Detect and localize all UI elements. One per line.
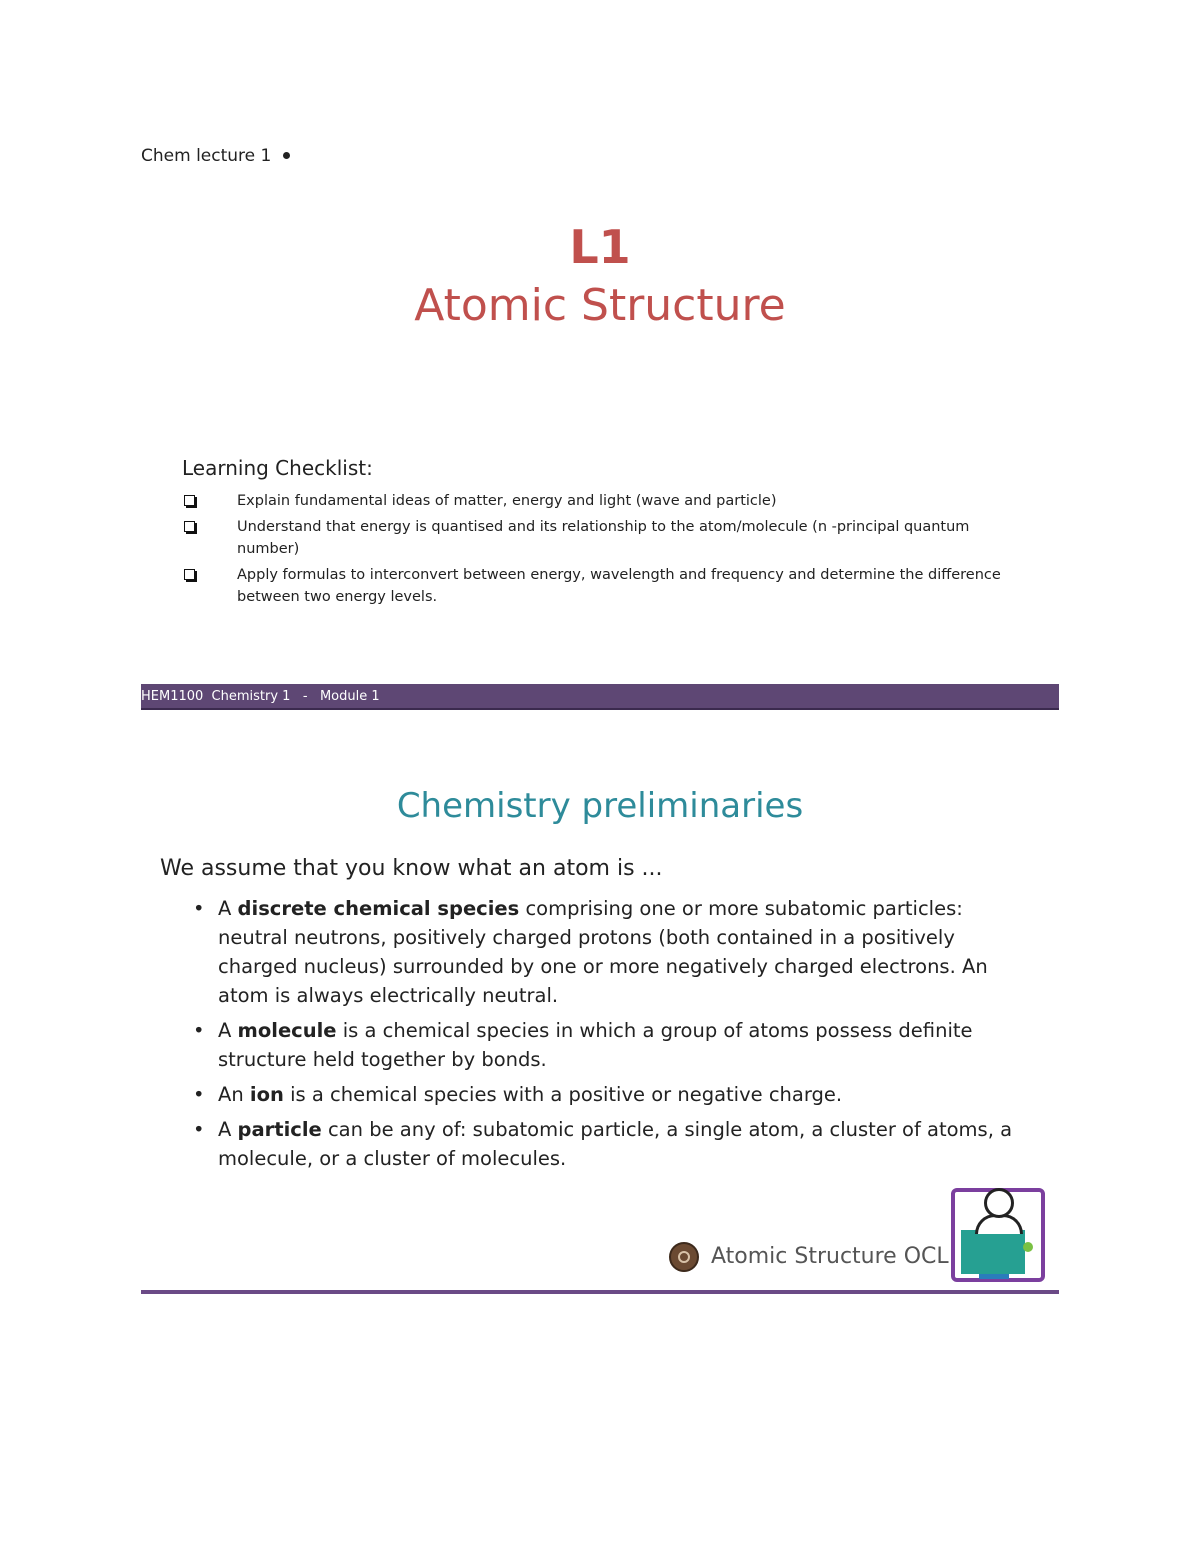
- slide-2-bottom-rule: [141, 1290, 1059, 1294]
- checklist-item: [182, 516, 1002, 560]
- definition-term: particle: [237, 1118, 322, 1141]
- definition-lead: A: [218, 1118, 238, 1141]
- checklist-item: [182, 490, 1002, 512]
- definition-lead: A: [218, 1019, 238, 1042]
- definition-text: can be any of: subatomic particle, a single atom, a cluster of atoms, a molecule, or a cluster of molecules.: [218, 1118, 1013, 1170]
- definition-term: discrete chemical species: [237, 897, 520, 920]
- definition-item: [193, 1115, 1013, 1173]
- brand-text: Atomic Structure OCL: [711, 1244, 949, 1269]
- slide-2: [141, 760, 1059, 1295]
- definition-item: [193, 1016, 1013, 1074]
- definition-item: [193, 894, 1013, 1010]
- checklist-item-text: Apply formulas to interconvert between energy, wavelength and frequency and determine the difference between two energy levels.: [237, 567, 1001, 605]
- presenter-head-shape: [984, 1188, 1014, 1218]
- checkbox-icon: [184, 569, 195, 580]
- plug-shape: [1023, 1242, 1033, 1252]
- document-header: [141, 146, 290, 166]
- slide-1-footer-text: HEM1100 Chemistry 1 - Module 1: [141, 689, 380, 704]
- checkbox-icon: [184, 521, 195, 532]
- definition-text: is a chemical species in which a group of atoms possess definite structure held together by bonds.: [218, 1019, 973, 1071]
- slide-2-title: Chemistry preliminaries: [396, 786, 804, 826]
- screen-shape: [961, 1230, 1025, 1274]
- slide-1: [141, 210, 1059, 710]
- ocl-logo-icon: [669, 1242, 699, 1272]
- definition-item: [193, 1080, 1013, 1109]
- checklist-title: Learning Checklist:: [182, 456, 373, 480]
- checklist-item-text: Understand that energy is quantised and its relationship to the atom/molecule (n -principal quantum number): [237, 519, 970, 557]
- checkbox-icon: [184, 495, 195, 506]
- screen-stand-shape: [979, 1274, 1009, 1279]
- definition-lead: An: [218, 1083, 250, 1106]
- checklist-item: [182, 564, 1002, 608]
- document-header-text: Chem lecture 1: [141, 146, 272, 166]
- definition-term: molecule: [237, 1019, 337, 1042]
- slide-1-footer-bar: [141, 684, 1059, 710]
- definition-list: [193, 894, 1013, 1179]
- presenter-icon: [951, 1188, 1045, 1282]
- lecture-code: L1: [569, 220, 631, 274]
- definition-term: ion: [249, 1083, 284, 1106]
- learning-checklist: [182, 490, 1002, 612]
- slide-1-title: Atomic Structure: [414, 280, 786, 331]
- definition-text: is a chemical species with a positive or negative charge.: [283, 1083, 843, 1106]
- definition-lead: A: [218, 897, 238, 920]
- slide-2-intro: We assume that you know what an atom is ...: [160, 856, 663, 881]
- checklist-item-text: Explain fundamental ideas of matter, energy and light (wave and particle): [237, 493, 777, 509]
- bullet-dot-icon: [283, 152, 290, 159]
- definition-text: comprising one or more subatomic particles: neutral neutrons, positively charged protons (both contained in a positively charged nucleus) surrounded by one or more negatively charged electrons. An atom is always electrically neutral.: [218, 897, 988, 1007]
